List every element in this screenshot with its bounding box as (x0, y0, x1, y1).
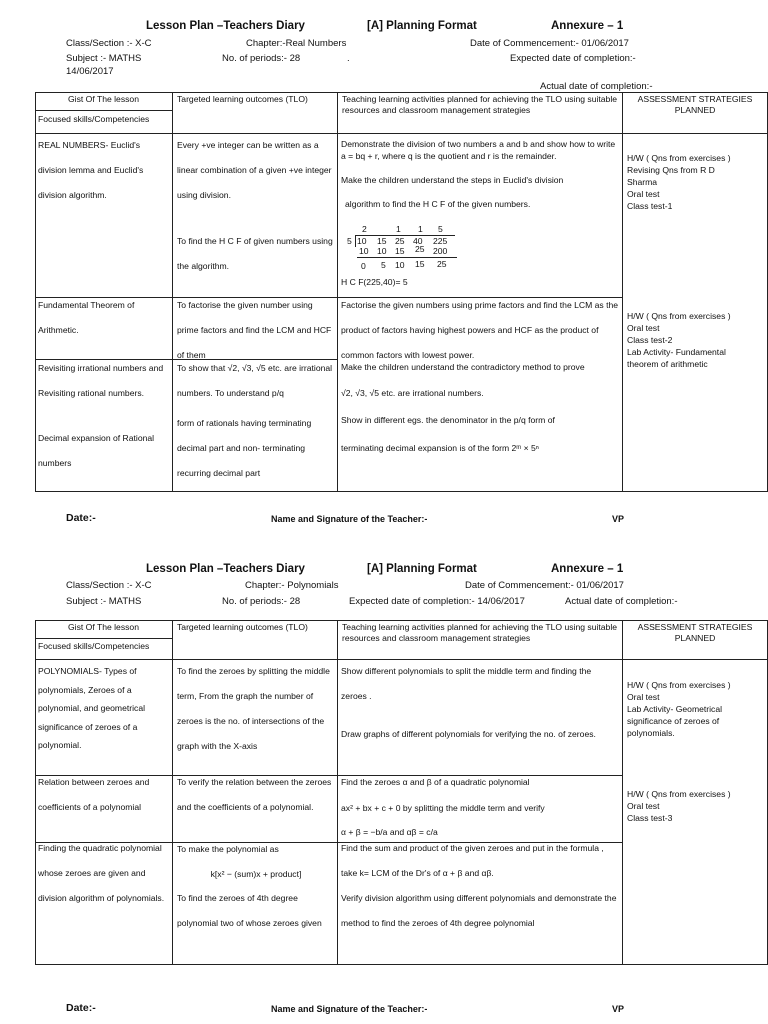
col-assessment-header: ASSESSMENT STRATEGIES PLANNED (637, 94, 753, 115)
row1-act-a: Show different polynomials to split the middle term and finding the zeroes . (341, 666, 592, 701)
class-section: Class/Section :- X-C (66, 38, 152, 49)
row2-act-c: α + β = −b/a and αβ = c/a (341, 827, 438, 837)
planning-format-label: [A] Planning Format (367, 563, 477, 575)
row1-act-b: Draw graphs of different polynomials for verifying the no. of zeroes. (341, 729, 596, 739)
row3-tlo-a: To make the polynomial as (177, 844, 279, 854)
row3-act-c: Show in different egs. the denominator in the p/q form of (341, 415, 555, 425)
row3-act-b: Verify division algorithm using different polynomials and demonstrate the method to find the zeroes of 4th degree polynomial (341, 893, 617, 928)
footer-teacher-signature: Name and Signature of the Teacher:- (271, 1004, 428, 1014)
separator-dot: . (347, 53, 350, 64)
row1-assessment: H/W ( Qns from exercises ) Revising Qns from R D Sharma Oral test Class test-1 (627, 153, 731, 211)
col-focused-header: Focused skills/Competencies (38, 114, 150, 124)
expected-completion: Expected date of completion:- 14/06/2017 (349, 596, 525, 607)
row3-act-b: √2, √3, √5 etc. are irrational numbers. (341, 388, 484, 398)
row3-tlo-a: To show that √2, √3, √5 etc. are irrational numbers. To understand p/q (177, 363, 333, 398)
row2-act-b: ax² + bx + c + 0 by splitting the middle term and verify (341, 803, 545, 813)
annexure-label: Annexure – 1 (551, 563, 624, 575)
commencement-date: Date of Commencement:- 01/06/2017 (470, 38, 629, 49)
plan-title: Lesson Plan –Teachers Diary (146, 20, 305, 32)
plan-title: Lesson Plan –Teachers Diary (146, 563, 305, 575)
row1-tlo: To find the zeroes by splitting the middle term, From the graph the number of zeroes is the no. of intersections of the graph with the X-axis (177, 666, 330, 751)
row2-tlo: To verify the relation between the zeroes and the coefficients of a polynomial. (177, 777, 332, 812)
periods: No. of periods:- 28 (222, 53, 301, 64)
row1-gist: POLYNOMIALS- Types of polynomials, Zeroes of a polynomial, and geometrical significance of zeroes of a polynomial. (38, 666, 146, 750)
chapter: Chapter:- Polynomials (245, 580, 339, 591)
row1-tlo-a: Every +ve integer can be written as a linear combination of a given +ve integer using division. (177, 140, 332, 200)
subject: Subject :- MATHS (66, 596, 142, 607)
col-assessment-header: ASSESSMENT STRATEGIES PLANNED (637, 622, 753, 643)
row1-act-c: algorithm to find the H C F of the given numbers. (345, 199, 531, 209)
row1-hcf: H C F(225,40)= 5 (341, 277, 408, 287)
row3-act-d: terminating decimal expansion is of the form 2ᵐ × 5ⁿ (341, 443, 539, 453)
hcf-long-division: 2 1 1 5 5 10 15 25 40 225 10 10 15 25 200 0 5 10 15 25 (343, 224, 463, 274)
col-tlo-header: Targeted learning outcomes (TLO) (177, 94, 308, 104)
row1-act-b: Make the children understand the steps in Euclid's division (341, 175, 564, 185)
row2-gist: Relation between zeroes and coefficients of a polynomial (38, 777, 150, 812)
footer-teacher-signature: Name and Signature of the Teacher:- (271, 514, 428, 524)
row2-assessment: H/W ( Qns from exercises ) Oral test Class test-3 (627, 789, 731, 823)
row3-gist: Finding the quadratic polynomial whose zeroes are given and division algorithm of polynomials. (38, 843, 165, 903)
row2-assessment: H/W ( Qns from exercises ) Oral test Class test-2 Lab Activity- Fundamental theorem of arithmetic (627, 311, 731, 369)
row1-tlo-b: To find the H C F of given numbers using the algorithm. (177, 236, 333, 271)
expected-completion: Expected date of completion:- (510, 53, 636, 64)
commencement-date: Date of Commencement:- 01/06/2017 (465, 580, 624, 591)
row2-act-a: Find the zeroes α and β of a quadratic polynomial (341, 777, 530, 787)
col-gist-header: Gist Of The lesson (67, 622, 139, 632)
footer-date: Date:- (66, 1002, 96, 1014)
class-section: Class/Section :- X-C (66, 580, 152, 591)
actual-completion: Actual date of completion:- (565, 596, 678, 607)
row2-act: Factorise the given numbers using prime factors and find the LCM as the product of factors having highest powers and HCF as the product of common factors with lowest power. (341, 300, 619, 360)
row2-gist: Fundamental Theorem of Arithmetic. (38, 300, 135, 335)
row3-act-a: Make the children understand the contradictory method to prove (341, 362, 585, 372)
footer-vp: VP (612, 514, 625, 524)
row3-act-a: Find the sum and product of the given zeroes and put in the formula , take k= LCM of the Dr's of α + β and αβ. (341, 843, 604, 878)
col-tlo-header: Targeted learning outcomes (TLO) (177, 622, 308, 632)
footer-vp: VP (612, 1004, 625, 1014)
expected-completion-date: 14/06/2017 (66, 66, 114, 77)
row2-tlo: To factorise the given number using prime factors and find the LCM and HCF of them (177, 300, 332, 360)
actual-completion: Actual date of completion:- (540, 81, 653, 92)
periods: No. of periods:- 28 (222, 596, 301, 607)
row3-gist-a: Revisiting irrational numbers and Revisiting rational numbers. (38, 363, 164, 398)
row3-tlo-b: k[x² − (sum)x + product] (210, 869, 302, 879)
col-activities-header: Teaching learning activities planned for achieving the TLO using suitable resources and classroom management strategies (342, 622, 618, 643)
col-gist-header: Gist Of The lesson (67, 94, 139, 104)
subject: Subject :- MATHS (66, 53, 142, 64)
row3-gist-b: Decimal expansion of Rational numbers (38, 433, 155, 468)
row3-tlo-b: form of rationals having terminating decimal part and non- terminating recurring decimal part (177, 418, 312, 478)
row1-gist: REAL NUMBERS- Euclid's division lemma and Euclid's division algorithm. (38, 140, 144, 200)
row3-tlo-c: To find the zeroes of 4th degree polynomial two of whose zeroes given (177, 893, 322, 928)
chapter: Chapter:-Real Numbers (246, 38, 347, 49)
row1-act-a: Demonstrate the division of two numbers a and b and show how to write a = bq + r, where q is the quotient and r is the remainder. (341, 139, 616, 161)
planning-format-label: [A] Planning Format (367, 20, 477, 32)
annexure-label: Annexure – 1 (551, 20, 624, 32)
footer-date: Date:- (66, 512, 96, 524)
col-activities-header: Teaching learning activities planned for achieving the TLO using suitable resources and classroom management strategies (342, 94, 618, 115)
row1-assessment: H/W ( Qns from exercises ) Oral test Lab Activity- Geometrical significance of zeroes of polynomials. (627, 680, 731, 738)
col-focused-header: Focused skills/Competencies (38, 641, 150, 651)
